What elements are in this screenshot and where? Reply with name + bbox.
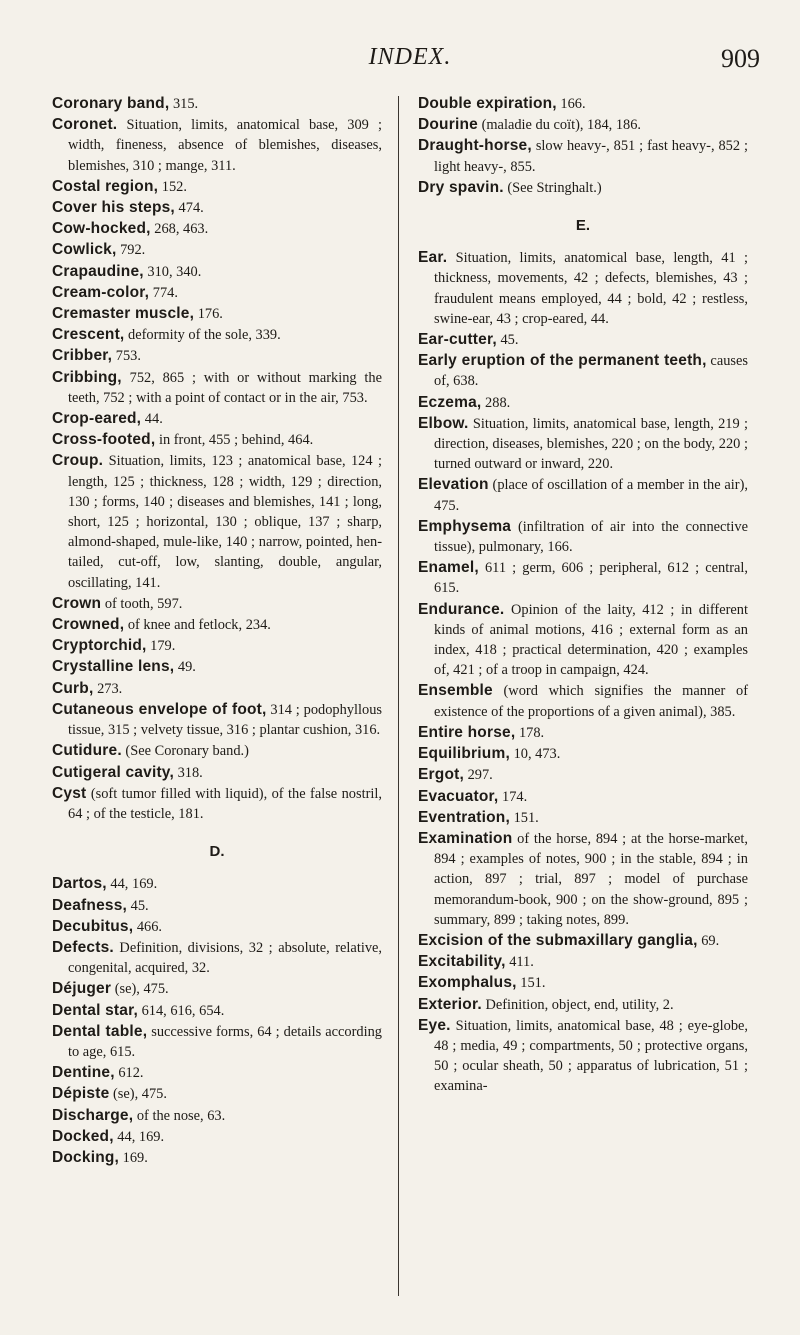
entry-headword: Eventration, bbox=[418, 808, 510, 826]
entry-headword: Elevation bbox=[418, 476, 489, 494]
left-column bbox=[52, 94, 382, 1169]
entry-headword: Dartos, bbox=[52, 875, 107, 893]
index-entry bbox=[418, 178, 748, 198]
entry-headword: Excision of the submaxillary ganglia, bbox=[418, 931, 698, 949]
entry-text: (soft tumor filled with liquid), of the false nostril, 64 ; of the testicle, 181. bbox=[68, 785, 382, 822]
index-entry bbox=[52, 679, 382, 699]
entry-text: Situation, limits, anatomical base, length, 219 ; direction, diseases, blemishes, 220 ; on the body, 220 ; turned outward or inward, 220. bbox=[434, 415, 748, 473]
entry-text: 151. bbox=[516, 975, 546, 992]
index-entry bbox=[52, 896, 382, 916]
running-title: INDEX. bbox=[368, 44, 452, 70]
entry-headword: Cutaneous envelope of foot, bbox=[52, 700, 267, 718]
entry-text: 752, 865 ; with or without marking the teeth, 752 ; with a point of contact or in the air, 753. bbox=[68, 369, 382, 406]
entry-headword: Eye. bbox=[418, 1016, 451, 1034]
index-entry bbox=[52, 94, 382, 114]
entry-headword: Draught-horse, bbox=[418, 137, 532, 155]
entry-text: 315. bbox=[169, 96, 199, 112]
entry-text: 611 ; germ, 606 ; peripheral, 612 ; central, 615. bbox=[434, 560, 748, 597]
entry-text: 612. bbox=[114, 1065, 144, 1082]
entry-text: (word which signifies the manner of existence of the proportions of a given animal), 385. bbox=[434, 683, 748, 720]
entry-headword: Crown bbox=[52, 594, 102, 612]
index-entry bbox=[52, 1127, 382, 1147]
index-entry bbox=[418, 351, 748, 391]
entry-headword: Coronet. bbox=[52, 116, 118, 134]
entry-text: 314 ; podophyllous tissue, 315 ; velvety tissue, 316 ; plantar cushion, 316. bbox=[68, 701, 382, 739]
entry-headword: Exomphalus, bbox=[418, 974, 517, 992]
index-entry bbox=[52, 115, 382, 176]
entry-headword: Ear. bbox=[418, 249, 448, 267]
entry-headword: Curb, bbox=[52, 679, 94, 697]
entry-headword: Cover his steps, bbox=[52, 199, 175, 217]
index-entry bbox=[52, 1084, 382, 1104]
section-letter: D. bbox=[209, 843, 225, 861]
entry-text: of the nose, 63. bbox=[133, 1107, 226, 1124]
index-entry bbox=[52, 409, 382, 429]
section-letter: E. bbox=[575, 217, 591, 235]
index-entry bbox=[418, 136, 748, 176]
index-entry bbox=[418, 475, 748, 515]
entry-text: 44, 169. bbox=[113, 1128, 165, 1145]
index-entry bbox=[418, 558, 748, 598]
index-entry bbox=[418, 952, 748, 972]
entry-headword: Discharge, bbox=[52, 1106, 134, 1124]
entry-headword: Dry spavin. bbox=[418, 178, 504, 196]
index-entry bbox=[52, 1148, 382, 1168]
index-entry bbox=[52, 262, 382, 282]
index-entry bbox=[52, 451, 382, 592]
entry-headword: Enamel, bbox=[418, 559, 479, 577]
entry-text: 178. bbox=[515, 724, 545, 741]
index-entry bbox=[52, 657, 382, 677]
entry-text: (See Coronary band.) bbox=[121, 743, 249, 760]
entry-text: (se), 475. bbox=[111, 981, 169, 998]
entry-headword: Déjuger bbox=[52, 980, 112, 998]
index-entry bbox=[52, 198, 382, 218]
entry-text: 774. bbox=[149, 284, 178, 301]
entry-headword: Double expiration, bbox=[418, 95, 557, 112]
entry-headword: Cowlick, bbox=[52, 241, 117, 259]
index-entry bbox=[418, 973, 748, 993]
index-entry bbox=[418, 787, 748, 807]
entry-headword: Exterior. bbox=[418, 995, 482, 1013]
entry-text: (maladie du coït), 184, 186. bbox=[477, 117, 642, 134]
entry-headword: Cutidure. bbox=[52, 742, 122, 760]
index-entry bbox=[52, 368, 382, 408]
index-entry bbox=[52, 1022, 382, 1062]
index-entry bbox=[418, 248, 748, 329]
entry-text: 268, 463. bbox=[150, 221, 209, 238]
entry-text: 45. bbox=[127, 897, 149, 914]
index-entry bbox=[52, 700, 382, 740]
entry-headword: Entire horse, bbox=[418, 723, 516, 741]
entry-headword: Cream-color, bbox=[52, 283, 150, 301]
entry-headword: Defects. bbox=[52, 938, 114, 956]
entry-text: 176. bbox=[194, 306, 223, 323]
entry-text: in front, 455 ; behind, 464. bbox=[155, 432, 314, 449]
entry-headword: Elbow. bbox=[418, 414, 469, 432]
index-entry bbox=[52, 636, 382, 656]
entry-text: 411. bbox=[505, 954, 534, 971]
entry-headword: Early eruption of the permanent teeth, bbox=[418, 352, 707, 370]
entry-text: Definition, divisions, 32 ; absolute, relative, congenital, acquired, 32. bbox=[68, 939, 382, 977]
entry-text: Situation, limits, anatomical base, 48 ; eye-globe, 48 ; media, 49 ; compartments, 50 ; protective organs, 50 ; ocular sheath, 50 ; apparatus of lubrication, 51 ; examina- bbox=[434, 1017, 748, 1095]
entry-text: 166. bbox=[556, 96, 586, 112]
index-entry bbox=[52, 594, 382, 614]
entry-headword: Cryptorchid, bbox=[52, 637, 147, 655]
entry-headword: Dépiste bbox=[52, 1085, 110, 1103]
entry-headword: Coronary band, bbox=[52, 95, 170, 112]
entry-headword: Cow-hocked, bbox=[52, 220, 151, 238]
index-entry bbox=[52, 917, 382, 937]
entry-text: of knee and fetlock, 234. bbox=[124, 617, 271, 634]
entry-text: (See Stringhalt.) bbox=[503, 179, 602, 196]
entry-headword: Crowned, bbox=[52, 616, 125, 634]
index-entry bbox=[418, 414, 748, 475]
index-entry bbox=[52, 283, 382, 303]
entry-headword: Crop-eared, bbox=[52, 410, 142, 428]
index-entry bbox=[52, 615, 382, 635]
index-entry bbox=[418, 393, 748, 413]
entry-text: Opinion of the laity, 412 ; in different kinds of animal motions, 416 ; external form as an index, 418 ; practical determination, 420 ; examples of, 421 ; of a troop in campaign, 424. bbox=[434, 601, 748, 679]
index-entry bbox=[52, 784, 382, 824]
index-entry bbox=[52, 325, 382, 345]
entry-text: 297. bbox=[463, 767, 493, 784]
index-entry bbox=[52, 240, 382, 260]
entry-text: Situation, limits, 123 ; anatomical base, 124 ; length, 125 ; thickness, 128 ; width, 129 ; direction, 130 ; forms, 140 ; diseases and blemishes, 141 ; long, short, 125 ; horizontal, 130 ; oblique, 137 ; sharp, almond-shaped, mule-like, 140 ; narrow, pointed, hen-tailed, cut-off, low, slanting, double, angular, oscillating, 141. bbox=[68, 453, 382, 591]
entry-text: (se), 475. bbox=[109, 1086, 167, 1103]
entry-headword: Dourine bbox=[418, 116, 478, 134]
index-entry bbox=[418, 931, 748, 951]
index-entry bbox=[52, 346, 382, 366]
index-entry bbox=[52, 763, 382, 783]
entry-text: 49. bbox=[174, 659, 196, 676]
index-entry bbox=[418, 1016, 748, 1097]
entry-text: 169. bbox=[119, 1149, 148, 1166]
entry-text: 614, 616, 654. bbox=[137, 1002, 225, 1019]
entry-text: 474. bbox=[174, 200, 204, 217]
right-column bbox=[418, 94, 748, 1098]
index-entry bbox=[52, 741, 382, 761]
entry-headword: Cross-footed, bbox=[52, 431, 156, 449]
entry-headword: Costal region, bbox=[52, 177, 159, 195]
index-entry bbox=[52, 219, 382, 239]
entry-text: Situation, limits, anatomical base, 309 ; width, fineness, absence of blemishes, diseases, blemishes, 310 ; mange, 311. bbox=[68, 117, 382, 174]
entry-headword: Decubitus, bbox=[52, 917, 134, 935]
entry-headword: Docking, bbox=[52, 1148, 120, 1166]
page-header bbox=[60, 44, 760, 84]
index-entry bbox=[52, 177, 382, 197]
index-entry bbox=[418, 744, 748, 764]
index-entry bbox=[52, 938, 382, 978]
entry-headword: Cribber, bbox=[52, 347, 113, 365]
entry-headword: Eczema, bbox=[418, 393, 482, 411]
entry-headword: Cremaster muscle, bbox=[52, 305, 195, 323]
entry-headword: Crapaudine, bbox=[52, 262, 144, 280]
entry-text: 288. bbox=[481, 394, 511, 411]
index-entry bbox=[52, 874, 382, 894]
entry-text: 792. bbox=[116, 242, 146, 259]
entry-headword: Dentine, bbox=[52, 1064, 115, 1082]
entry-text: causes of, 638. bbox=[434, 353, 748, 390]
entry-headword: Croup. bbox=[52, 452, 104, 470]
index-entry bbox=[52, 430, 382, 450]
index-entry bbox=[418, 517, 748, 557]
index-entry bbox=[418, 765, 748, 785]
entry-headword: Crystalline lens, bbox=[52, 658, 175, 676]
entry-headword: Excitability, bbox=[418, 953, 506, 971]
entry-text: slow heavy-, 851 ; fast heavy-, 852 ; light heavy-, 855. bbox=[434, 138, 748, 175]
entry-headword: Dental table, bbox=[52, 1022, 148, 1040]
index-entry bbox=[52, 304, 382, 324]
entry-headword: Emphysema bbox=[418, 517, 512, 535]
entry-text: Definition, object, end, utility, 2. bbox=[481, 996, 674, 1013]
entry-headword: Cutigeral cavity, bbox=[52, 763, 174, 781]
entry-text: (infiltration of air into the connective tissue), pulmonary, 166. bbox=[434, 518, 748, 556]
entry-headword: Examination bbox=[418, 829, 513, 847]
index-entry bbox=[418, 681, 748, 721]
entry-text: 151. bbox=[509, 809, 539, 826]
index-entry bbox=[52, 979, 382, 999]
entry-headword: Docked, bbox=[52, 1127, 114, 1145]
entry-text: deformity of the sole, 339. bbox=[124, 327, 281, 344]
entry-text: successive forms, 64 ; details according to age, 615. bbox=[68, 1023, 382, 1060]
index-entry bbox=[418, 829, 748, 930]
entry-headword: Cribbing, bbox=[52, 368, 122, 386]
index-entry bbox=[418, 94, 748, 114]
entry-headword: Ergot, bbox=[418, 766, 464, 784]
entry-headword: Deafness, bbox=[52, 896, 128, 914]
index-entry bbox=[418, 115, 748, 135]
index-entry bbox=[418, 808, 748, 828]
entry-headword: Endurance. bbox=[418, 600, 505, 618]
index-entry bbox=[52, 1063, 382, 1083]
page-number: 909 bbox=[721, 44, 760, 73]
entry-text: 318. bbox=[174, 764, 203, 781]
entry-text: of tooth, 597. bbox=[101, 595, 183, 612]
entry-text: 466. bbox=[133, 918, 163, 935]
index-entry bbox=[418, 330, 748, 350]
entry-text: of the horse, 894 ; at the horse-market, 894 ; examples of notes, 900 ; in the stable, 894 ; in action, 897 ; trial, 897 ; model of purchase memorandum-book, 900 ; on the show-ground, 895 ; summary, 899 ; taking notes, 899. bbox=[434, 830, 748, 928]
entry-text: 44. bbox=[141, 411, 163, 428]
entry-text: 152. bbox=[158, 178, 187, 195]
entry-headword: Equilibrium, bbox=[418, 745, 510, 763]
entry-headword: Dental star, bbox=[52, 1001, 138, 1019]
entry-headword: Evacuator, bbox=[418, 787, 499, 805]
entry-text: Situation, limits, anatomical base, length, 41 ; thickness, movements, 42 ; defects, blemishes, 43 ; fraudulent means employed, 44 ; bold, 42 ; restless, swine-ear, 43 ; crop-eared, 44. bbox=[434, 250, 748, 327]
index-entry bbox=[52, 1106, 382, 1126]
entry-text: 69. bbox=[697, 932, 720, 949]
entry-text: 174. bbox=[498, 788, 528, 805]
entry-headword: Crescent, bbox=[52, 326, 125, 344]
entry-text: 753. bbox=[112, 348, 141, 365]
index-entry bbox=[52, 1001, 382, 1021]
entry-text: (place of oscillation of a member in the air), 475. bbox=[434, 477, 748, 514]
index-entry bbox=[418, 995, 748, 1015]
column-divider bbox=[398, 96, 399, 1296]
entry-text: 310, 340. bbox=[143, 263, 202, 280]
entry-headword: Cyst bbox=[52, 784, 87, 802]
index-entry bbox=[418, 723, 748, 743]
entry-text: 273. bbox=[93, 680, 123, 697]
entry-text: 45. bbox=[496, 332, 519, 349]
entry-text: 10, 473. bbox=[509, 746, 561, 763]
entry-headword: Ensemble bbox=[418, 682, 493, 700]
entry-headword: Ear-cutter, bbox=[418, 331, 497, 349]
entry-text: 179. bbox=[146, 638, 176, 655]
index-entry bbox=[418, 600, 748, 681]
entry-text: 44, 169. bbox=[106, 876, 158, 893]
